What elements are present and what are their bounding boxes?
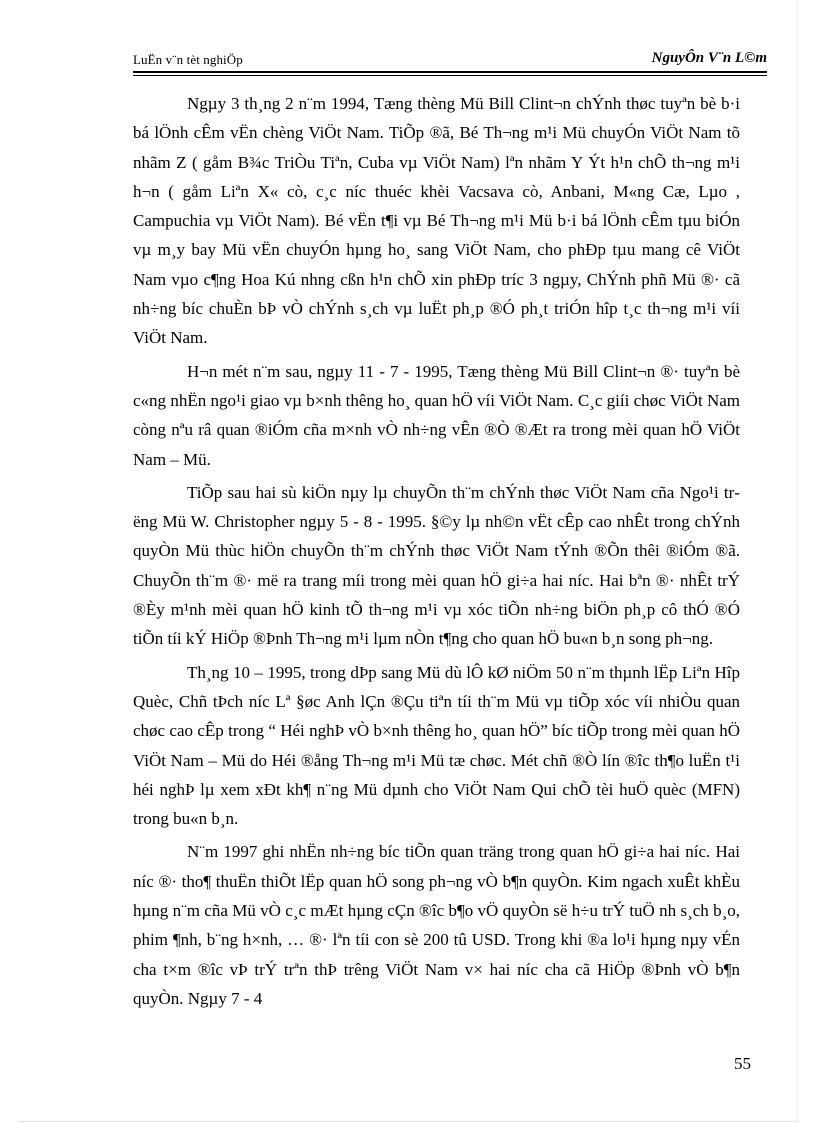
header-thesis-label: LuËn v¨n tèt nghiÖp: [133, 52, 243, 67]
paragraph: TiÕp sau hai sù kiÖn nµy lµ chuyÕn th¨m chÝnh thøc ViÖt Nam cña Ngo¹i trëng Mü W. Christopher ngµy 5 - 8 - 1995. §©y lµ nh©n vËt cÊp cao nhÊt trong chÝnh quyÒn Mü thùc hiÖn chuyÕn th¨m chÝnh thøc ViÖt Nam tÝnh ®Õn thêi ®iÓm ®ã. ChuyÕn th¨m ®· më ra trang míi trong mèi quan hÖ gi÷a hai níc. Hai bªn ®· nhÊt trÝ ®Èy m¹nh mèi quan hÖ kinh tÕ th¬ng m¹i vµ xóc tiÕn nh÷ng biÖn ph¸p cô thÓ ®Ó tiÕn tíi kÝ HiÖp ®Þnh Th¬ng m¹i lµm nÒn t¶ng cho quan hÖ bu«n b¸n song ph¬ng.: [133, 482, 740, 649]
paragraph: Th¸ng 10 – 1995, trong dÞp sang Mü dù lÔ kØ niÖm 50 n¨m thµnh lËp Liªn Hîp Quèc, Chñ tÞch níc Lª §øc Anh lÇn ®Çu tiªn tíi th¨m Mü vµ tiÕp xóc víi nhiÒu quan chøc cao cÊp trong “ Héi nghÞ vÒ b×nh thêng ho¸ quan hÖ” bíc tiÕp trong mèi quan hÖ ViÖt Nam – Mü do Héi ®ång Th¬ng m¹i Mü tæ chøc. Mét chñ ®Ò lín ®îc th¶o luËn t¹i héi nghÞ lµ xem xÐt kh¶ n¨ng Mü dµnh cho ViÖt Nam Qui chÕ tèi huÖ quèc (MFN) trong bu«n b¸n.: [133, 662, 740, 829]
page-right-edge: [797, 0, 798, 1123]
paragraph: H¬n mét n¨m sau, ngµy 11 - 7 - 1995, Tæng thèng Mü Bill Clint¬n ®· tuyªn bè c«ng nhËn ngo¹i giao vµ b×nh thêng ho¸ quan hÖ víi ViÖt Nam. C¸c giíi chøc ViÖt Nam còng nªu râ quan ®iÓm cña m×nh vÒ nh÷ng vÊn ®Ò ®Æt ra trong mèi quan hÖ ViÖt Nam – Mü.: [133, 361, 740, 469]
page-number: 55: [734, 1054, 751, 1073]
page-bottom-edge: [20, 1121, 796, 1122]
header-rule-thick: [133, 71, 767, 73]
header-author-name: NguyÔn V¨n L©m: [651, 50, 767, 66]
header-rule-thin: [133, 75, 767, 76]
paragraph: Ngµy 3 th¸ng 2 n¨m 1994, Tæng thèng Mü Bill Clint¬n chÝnh thøc tuyªn bè b·i bá lÖnh cÊm vËn chèng ViÖt Nam. TiÕp ®ã, Bé Th¬ng m¹i Mü chuyÓn ViÖt Nam tõ nhãm Z ( gåm B¾c TriÒu Tiªn, Cuba vµ ViÖt Nam) lªn nhãm Y Ýt h¹n chÕ th¬ng m¹i h¬n ( gåm Liªn X« cò, c¸c níc thuéc khèi Vacsava cò, Anbani, M«ng Cæ, Lµo , Campuchia vµ ViÖt Nam). Bé vËn t¶i vµ Bé Th¬ng m¹i Mü b·i bá lÖnh cÊm tµu biÓn vµ m¸y bay Mü vËn chuyÓn hµng ho¸ sang ViÖt Nam, cho phÐp tµu mang cê ViÖt Nam vµo c¶ng Hoa Kú nhng cßn h¹n chÕ xin phÐp tríc 3 ngµy, ChÝnh phñ Mü ®· cã nh÷ng bíc chuÈn bÞ vÒ chÝnh s¸ch vµ luËt ph¸p ®Ó ph¸t triÓn hîp t¸c th¬ng m¹i víi ViÖt Nam.: [133, 94, 740, 348]
body-text: [133, 89, 740, 1017]
paragraph: N¨m 1997 ghi nhËn nh÷ng bíc tiÕn quan träng trong quan hÖ gi÷a hai níc. Hai níc ®· tho¶ thuËn thiÕt lËp quan hÖ song ph¬ng vÒ b¶n quyÒn. Kim ngach xuÊt khÈu hµng n¨m cña Mü vÒ c¸c mÆt hµng cÇn ®îc b¶o vÖ quyÒn së h÷u trÝ tuÖ nh s¸ch b¸o, phim ¶nh, b¨ng h×nh, … ®· lªn tíi con sè 200 tû USD. Trong khi ®a lo¹i hµng nµy vÉn cha t×m ®îc vÞ trÝ trªn thÞ trêng ViÖt Nam v× hai níc cha cã HiÖp ®Þnh vÒ b¶n quyÒn. Ngµy 7 - 4: [133, 842, 740, 1008]
page-header: [133, 50, 767, 70]
